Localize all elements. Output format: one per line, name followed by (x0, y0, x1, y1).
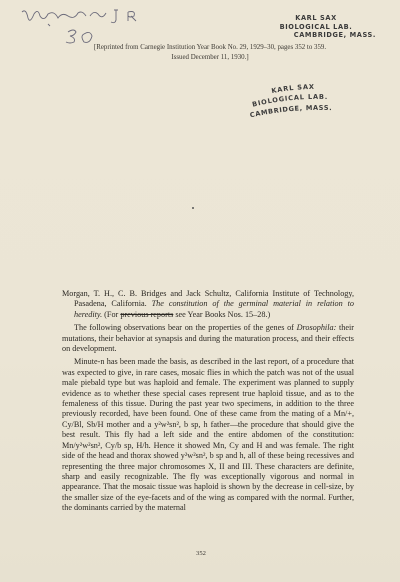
para1-text-a: The following observations bear on the properties of the genes of (74, 323, 297, 333)
affiliation: California Institute of Technology, Pasadena, California. (74, 289, 354, 309)
stamp-line-1: KARL SAX (295, 14, 337, 22)
paragraph-1 (62, 323, 354, 354)
header-post: see Year Books Nos. 15–28.) (173, 309, 271, 319)
authors: Morgan, T. H., C. B. Bridges and Jack Schultz, (62, 289, 232, 298)
reprint-notice (60, 43, 360, 62)
article-header (62, 289, 354, 320)
library-stamp-top (256, 14, 376, 40)
stamp-line-2: BIOLOGICAL LAB. (279, 22, 353, 31)
handwritten-annotation (18, 4, 168, 46)
para1-text-b: their mutations, their behavior at synapsis and during the maturation process, and their effects on development. (62, 323, 354, 354)
reprint-line-2: Issued December 11, 1930.] (171, 53, 249, 61)
paragraph-2: Minute-n has been made the basis, as described in the last report, of a procedure that was expected to give, in rare cases, mosaic flies in which the patch was not of the usual male piebald type but was haploid and female. The experiment was planned to supply evidence as to whether these special cases represent true haploid tissue, and as to the femaleness of this tissue. During the past year two specimens, in addition to the three previously recorded, have been found. One of these came from the mating of a Mn/+, Cy/Bl, Sb/H mother and a y²w²sn², b sp, h father—the procedure that should give the best result. This fly had a left side and the entire abdomen of the constitution: Mn/y²w²sn², Cy/b sp, H/h. Hence it showed Mn, Cy and H and was female. The right side of the head and thorax showed y²w²sn², b sp and h, all of these being recessives and representing the three major chromosomes X, II and III. These characters are definite, sharp and easily recognizable. The fly was exceptionally vigorous and normal in appearance. That the mosaic tissue was haploid is shown by the decrease in cell-size, by the smaller size of the eye-facets and of the wing as compared with the normal. Further, the dominants carried by the maternal (62, 357, 354, 513)
article-title: The constitution of the germinal material in relation to heredity. (74, 299, 354, 319)
library-stamp-tilted (238, 80, 378, 124)
reprint-line-1: [Reprinted from Carnegie Institution Year Book No. 29, 1929–30, pages 352 to 359. (93, 44, 327, 51)
page-number: 352 (196, 550, 206, 557)
stamp2-line-3: CAMBRIDGE, MASS. (249, 103, 333, 120)
stamp2-line-2: BIOLOGICAL LAB. (251, 92, 329, 109)
stamp2-line-1: KARL SAX (270, 82, 315, 96)
speck-mark (192, 207, 194, 209)
genus-name: Drosophila: (296, 323, 337, 333)
stamp-line-3: CAMBRIDGE, MASS. (293, 31, 376, 40)
article-body (62, 289, 354, 514)
header-pre: (For (102, 309, 121, 319)
struck-text: previous reports (120, 309, 174, 319)
